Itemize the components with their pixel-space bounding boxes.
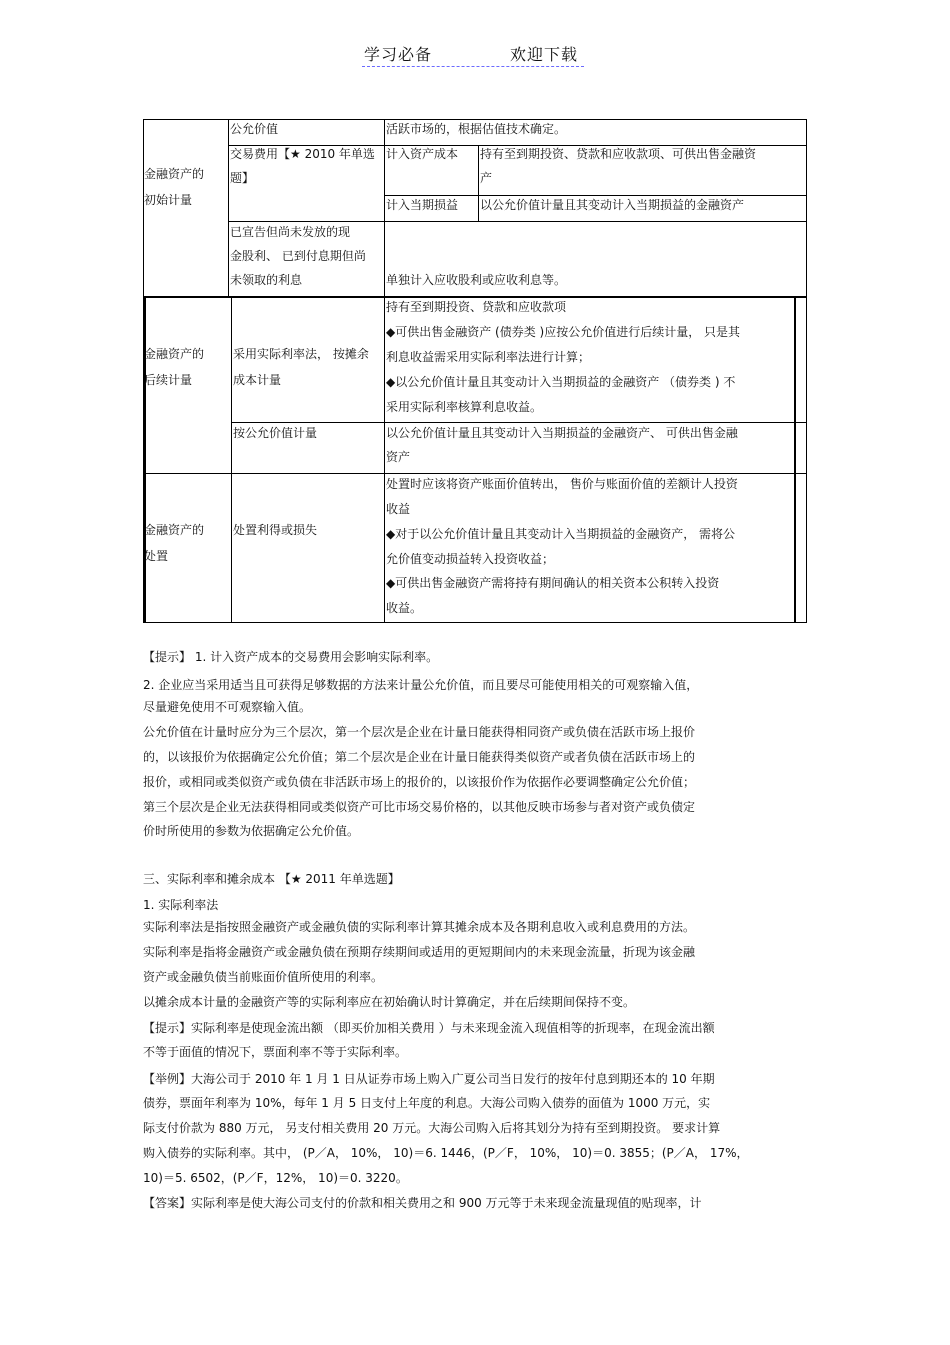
disposal-desc-line: 处置时应该将资产账面价值转出， 售价与账面价值的差额计人投资	[386, 477, 738, 491]
initial-label: 初始计量	[144, 193, 193, 207]
body-line: 实际利率法是指按照金融资产或金融负债的实际利率计算其摊余成本及各期利息收入或利息费用的方法。	[143, 920, 696, 934]
body-line: 债券，票面年利率为 10%，每年 1 月 5 日支付上年度的利息。大海公司购入债券的面值为 1000 万元，实	[143, 1096, 711, 1110]
amortized-desc-line: 利息收益需采用实际利率法进行计算；	[386, 350, 591, 364]
body-line: 资产或金融负债当前账面价值所使用的利率。	[143, 970, 384, 984]
body-line: 【提示】实际利率是使现金流出额 （即买价加相关费用 ）与未来现金流入现值相等的折现率，在现金流出额	[143, 1021, 715, 1035]
body-line: 【提示】 1. 计入资产成本的交易费用会影响实际利率。	[143, 650, 439, 664]
body-line: 报价，或相同或类似资产或负债在非活跃市场上的报价的，以该报价作为依据作必要调整确定公允价值；	[143, 775, 696, 789]
amortized-desc-line: ◆可供出售金融资产 (债券类 )应按公允价值进行后续计量， 只是其	[386, 325, 741, 339]
disposal-desc-line: 允价值变动损益转入投资收益；	[386, 552, 555, 566]
body-line: 【答案】实际利率是使大海公司支付的价款和相关费用之和 900 万元等于未来现金流量现值的贴现率，计	[143, 1196, 702, 1210]
cost-in-asset-desc: 产	[480, 171, 493, 185]
cost-in-asset-desc: 持有至到期投资、贷款和应收款项、可供出售金融资	[480, 147, 757, 161]
body-line: 公允价值在计量时应分为三个层次，第一个层次是企业在计量日能获得相同资产或负债在活跃市场上报价	[143, 725, 696, 739]
divider	[794, 473, 796, 623]
disposal-desc-line: 收益。	[386, 601, 423, 615]
body-line: 2. 企业应当采用适当且可获得足够数据的方法来计量公允价值，而且要尽可能使用相关的可观察输入值，	[143, 678, 699, 692]
disposal-desc-line: ◆对于以公允价值计量且其变动计入当期损益的金融资产， 需将公	[386, 527, 736, 541]
body-line: 购入债券的实际利率。其中， (P／A， 10%， 10)＝6. 1446，(P／F， 10%， 10)＝0. 3855；(P／A， 17%，	[143, 1146, 749, 1160]
subsequent-label: 后续计量	[144, 373, 193, 387]
fair-value-desc: 活跃市场的，根据估值技术确定。	[386, 122, 567, 136]
fair-measure-desc-line: 以公允价值计量且其变动计入当期损益的金融资产、 可供出售金融	[386, 426, 738, 440]
fair-measure-desc-line: 资产	[386, 450, 411, 464]
amortized-desc-line: 持有至到期投资、贷款和应收款项	[386, 300, 567, 314]
dividend-label: 金股利、 已到付息期但尚	[230, 249, 366, 263]
page-header	[362, 40, 584, 67]
body-line: 第三个层次是企业无法获得相同或类似资产可比市场交易价格的，以其他反映市场参与者对资产或负债定	[143, 800, 696, 814]
body-line: 【举例】大海公司于 2010 年 1 月 1 日从证券市场上购入广夏公司当日发行的按年付息到期还本的 10 年期	[143, 1072, 715, 1086]
body-line: 10)＝5. 6502，(P／F，12%， 10)＝0. 3220。	[143, 1171, 408, 1185]
divider	[478, 145, 479, 221]
amortized-label: 成本计量	[233, 373, 282, 387]
initial-label: 金融资产的	[144, 167, 205, 181]
trans-cost-label: 交易费用【★ 2010 年单选	[230, 147, 375, 161]
divider	[384, 297, 385, 474]
header-right-text: 欢迎下载	[510, 45, 579, 64]
disposal-desc-line: 收益	[386, 502, 411, 516]
divider	[231, 297, 232, 474]
body-line: 的，以该报价为依据确定公允价值；第二个层次是企业在计量日能获得类似资产或者负债在活跃市场上的	[143, 750, 696, 764]
gain-loss-label: 处置利得或损失	[233, 523, 318, 537]
body-line: 不等于面值的情况下，票面利率不等于实际利率。	[143, 1045, 408, 1059]
divider	[384, 473, 385, 623]
fair-measure-label: 按公允价值计量	[233, 426, 318, 440]
cost-in-pl-desc: 以公允价值计量且其变动计入当期损益的金融资产	[480, 198, 745, 212]
divider	[794, 297, 796, 474]
dividend-label: 未领取的利息	[230, 273, 303, 287]
cost-in-pl-label: 计入当期损益	[386, 198, 459, 212]
section-heading: 三、实际利率和摊余成本 【★ 2011 年单选题】	[143, 872, 400, 886]
body-line: 际支付价款为 880 万元， 另支付相关费用 20 万元。大海公司购入后将其划分为持有至到期投资。 要求计算	[143, 1121, 721, 1135]
disposal-desc-line: ◆可供出售金融资产需将持有期间确认的相关资本公积转入投资	[386, 576, 720, 590]
trans-cost-label: 题】	[230, 171, 255, 185]
amortized-label: 采用实际利率法， 按摊余	[233, 347, 369, 361]
fair-value-label: 公允价值	[230, 122, 279, 136]
amortized-desc-line: 采用实际利率核算利息收益。	[386, 400, 543, 414]
dividend-label: 已宣告但尚未发放的现	[230, 225, 351, 239]
cost-in-asset-label: 计入资产成本	[386, 147, 459, 161]
body-line: 价时所使用的参数为依据确定公允价值。	[143, 824, 360, 838]
body-line: 以摊余成本计量的金融资产等的实际利率应在初始确认时计算确定，并在后续期间保持不变。	[143, 995, 636, 1009]
body-line: 实际利率是指将金融资产或金融负债在预期存续期间或适用的更短期间内的未来现金流量，折现为该金融	[143, 945, 696, 959]
sub-heading: 1. 实际利率法	[143, 898, 219, 912]
disposal-label: 处置	[144, 549, 169, 563]
dividend-desc: 单独计入应收股利或应收利息等。	[386, 273, 567, 287]
amortized-desc-line: ◆以公允价值计量且其变动计入当期损益的金融资产 （债券类 ) 不	[386, 375, 736, 389]
disposal-label: 金融资产的	[144, 523, 205, 537]
subsequent-label: 金融资产的	[144, 347, 205, 361]
header-left-text: 学习必备	[364, 45, 433, 64]
body-line: 尽量避免使用不可观察输入值。	[143, 700, 312, 714]
divider	[231, 473, 232, 623]
